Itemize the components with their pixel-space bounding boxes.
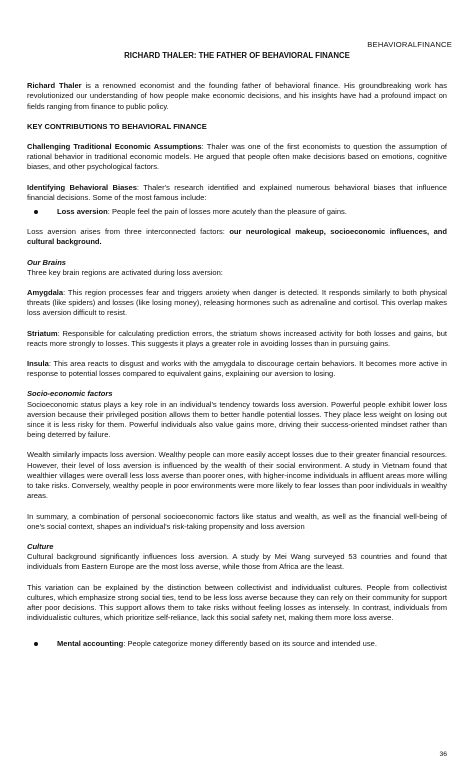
brains-heading: Our Brains: [27, 257, 67, 267]
culture-paragraph-2: This variation can be explained by the distinction between collectivist and individualist cultures. People from collectivist cultures, which emphasize strong social ties, tend to be less loss averse because they can rely on their community for support after poor decisions. This support allows them to take risks without feeling losses as intensely. In contrast, individuals from individualistic cultures, which prioritize self-reliance, lack this social safety net, making them more loss averse.: [27, 582, 447, 623]
challenging-label: Challenging Traditional Economic Assumptions: [27, 142, 202, 152]
running-header: BEHAVIORALFINANCE: [367, 40, 452, 49]
culture-block: [27, 542, 447, 573]
challenging-paragraph: [27, 142, 447, 173]
intro-text: is a renowned economist and the founding father of behavioral finance. His groundbreaking work has revolutionized our understanding of how people make economic decisions, and his insights have had a profound impact on fields ranging from finance to public policy.: [27, 81, 448, 111]
amygdala-paragraph: [27, 288, 447, 319]
identifying-label: Identifying Behavioral Biases: [27, 182, 137, 192]
brains-text: Three key brain regions are activated during loss aversion:: [27, 267, 223, 277]
striatum-text: : Responsible for calculating prediction errors, the striatum shows increased activity for both losses and gains, but reacts more strongly to losses. This suggests it plays a greater role in avoiding losses than in pursuing gains.: [27, 328, 447, 348]
loss-aversion-text: : People feel the pain of losses more acutely than the pleasure of gains.: [107, 207, 347, 217]
striatum-paragraph: [27, 329, 447, 349]
loss-aversion-label: Loss aversion: [57, 207, 108, 217]
socio-paragraph-1: Socioeconomic status plays a key role in an individual's tendency towards loss aversion. Powerful people exhibit lower loss aversion because their privileged position allows them to better handle potential losses. They place less weight on losing out since it is less risky for them. Powerful individuals also value gains more, driving their success-oriented mindset rather than being deterred by failure.: [27, 399, 447, 440]
striatum-label: Striatum: [27, 328, 58, 338]
bullet-list-loss: [27, 207, 447, 217]
brains-block: [27, 258, 447, 278]
mental-accounting-text: : People categorize money differently based on its source and intended use.: [123, 639, 377, 649]
challenging-text: : Thaler was one of the first economists to question the assumption of rational behavior in traditional economic models. He argued that people often make decisions based on emotions, cognitive biases, and other psychological factors.: [27, 142, 447, 172]
intro-name: Richard Thaler: [27, 81, 82, 91]
loss-factors-bold: our neurological makeup, socioeconomic influences, and cultural background.: [27, 227, 447, 247]
insula-paragraph: [27, 359, 447, 379]
amygdala-text: : This region processes fear and triggers anxiety when danger is detected. It responds similarly to both physical threats (like spiders) and losses (like losing money), releasing hormones such as adrenaline and cortisol. This overlap makes loss aversion difficult to resist.: [27, 288, 447, 318]
list-item-mental-accounting: [27, 639, 447, 649]
loss-factors-paragraph: [27, 227, 447, 247]
socio-paragraph-3: In summary, a combination of personal socioeconomic factors like status and wealth, as well as the financial well-being of one's social context, shapes an individual's risk-taking propensity and loss aversion: [27, 511, 447, 531]
bullet-list-mental: [27, 639, 447, 649]
insula-text: : This area reacts to disgust and works with the amygdala to discourage certain behaviors. It becomes more active in response to potential losses compared to equivalent gains, explaining our aversion to losing.: [27, 359, 447, 379]
culture-paragraph-1: Cultural background significantly influences loss aversion. A study by Mei Wang surveyed 53 countries and found that individuals from Eastern Europe are the most loss averse, while those from Africa are the least.: [27, 552, 447, 572]
socio-paragraph-2: Wealth similarly impacts loss aversion. Wealthy people can more easily accept losses due to their greater financial resources. However, their level of loss aversion is influenced by the wealth of their social environment. A study in Vietnam found that wealthier villages were overall less loss averse than poorer ones, with higher-income individuals in affluent areas more willing to take risks. Conversely, wealthy people in poor environments were more likely to fear losses than poor individuals in wealthy areas.: [27, 450, 447, 501]
list-item-loss-aversion: [27, 207, 447, 217]
section-heading: KEY CONTRIBUTIONS TO BEHAVIORAL FINANCE: [27, 121, 207, 131]
page-number: 36: [439, 751, 447, 758]
document-title: RICHARD THALER: THE FATHER OF BEHAVIORAL FINANCE: [124, 51, 350, 60]
mental-accounting-label: Mental accounting: [57, 639, 124, 649]
loss-factors-text: Loss aversion arises from three interconnected factors:: [27, 227, 230, 237]
amygdala-label: Amygdala: [27, 288, 64, 298]
insula-label: Insula: [27, 359, 49, 369]
identifying-paragraph: [27, 183, 447, 203]
page-content: [27, 51, 447, 660]
socio-heading: Socio-economic factors: [27, 389, 113, 399]
identifying-text: : Thaler's research identified and explained numerous behavioral biases that influence financial decisions. Some of the most famous include:: [27, 182, 447, 202]
intro-paragraph: [27, 81, 447, 112]
socio-block: [27, 389, 447, 440]
culture-heading: Culture: [27, 541, 54, 551]
